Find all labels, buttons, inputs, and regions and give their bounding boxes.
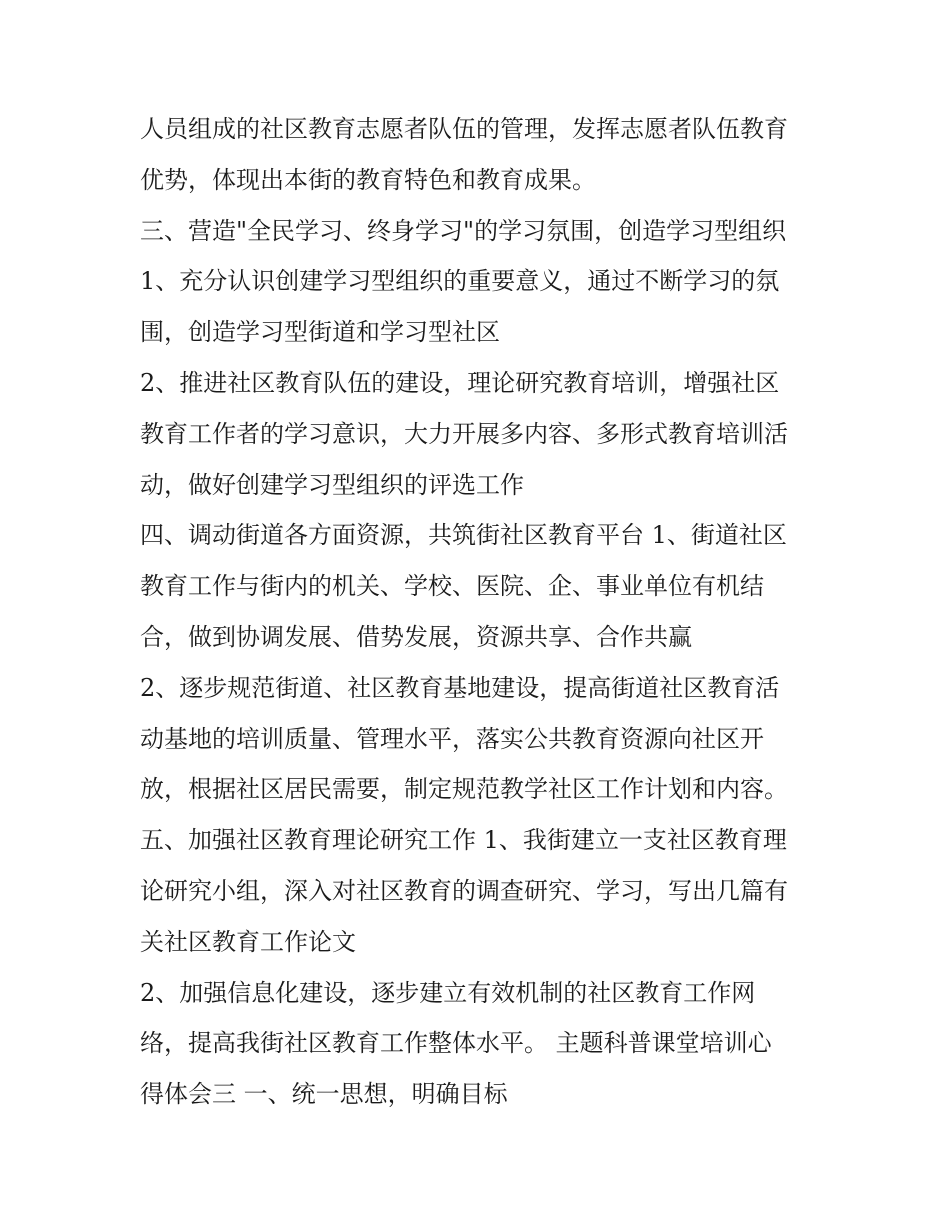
- text-line: 人员组成的社区教育志愿者队伍的管理，发挥志愿者队伍教育: [140, 115, 788, 143]
- text-line: 得体会三 一、统一思想，明确目标: [140, 1080, 508, 1109]
- text-line: 教育工作与街内的机关、学校、医院、企、事业单位有机结: [140, 572, 764, 601]
- text-line: 论研究小组，深入对社区教育的调查研究、学习，写出几篇有: [140, 876, 788, 905]
- text-line: 围，创造学习型街道和学习型社区: [140, 318, 500, 347]
- text-line: 动基地的培训质量、管理水平，落实公共教育资源向社区开: [140, 724, 764, 753]
- text-line: 四、调动街道各方面资源，共筑街社区教育平台 1、街道社区: [140, 521, 787, 550]
- body-text: [140, 104, 830, 1120]
- text-line: 络，提高我街社区教育工作整体水平。 主题科普课堂培训心: [140, 1029, 772, 1058]
- text-line: 五、加强社区教育理论研究工作 1、我街建立一支社区教育理: [140, 826, 787, 855]
- text-line: 优势，体现出本街的教育特色和教育成果。: [140, 165, 596, 194]
- text-line: 动，做好创建学习型组织的评选工作: [140, 470, 524, 499]
- text-line: 合，做到协调发展、借势发展，资源共享、合作共赢: [140, 622, 692, 651]
- text-line: 2、逐步规范街道、社区教育基地建设，提高街道社区教育活: [140, 673, 780, 702]
- text-line: 放，根据社区居民需要，制定规范教学社区工作计划和内容。: [140, 775, 788, 804]
- text-line: 2、加强信息化建设，逐步建立有效机制的社区教育工作网: [140, 978, 756, 1007]
- text-line: 1、充分认识创建学习型组织的重要意义，通过不断学习的氛: [140, 267, 780, 296]
- text-line: 三、营造"全民学习、终身学习"的学习氛围，创造学习型组织: [140, 216, 787, 245]
- text-line: 教育工作者的学习意识，大力开展多内容、多形式教育培训活: [140, 419, 788, 448]
- text-line: 2、推进社区教育队伍的建设，理论研究教育培训，增强社区: [140, 368, 780, 397]
- text-line: 关社区教育工作论文: [140, 927, 356, 956]
